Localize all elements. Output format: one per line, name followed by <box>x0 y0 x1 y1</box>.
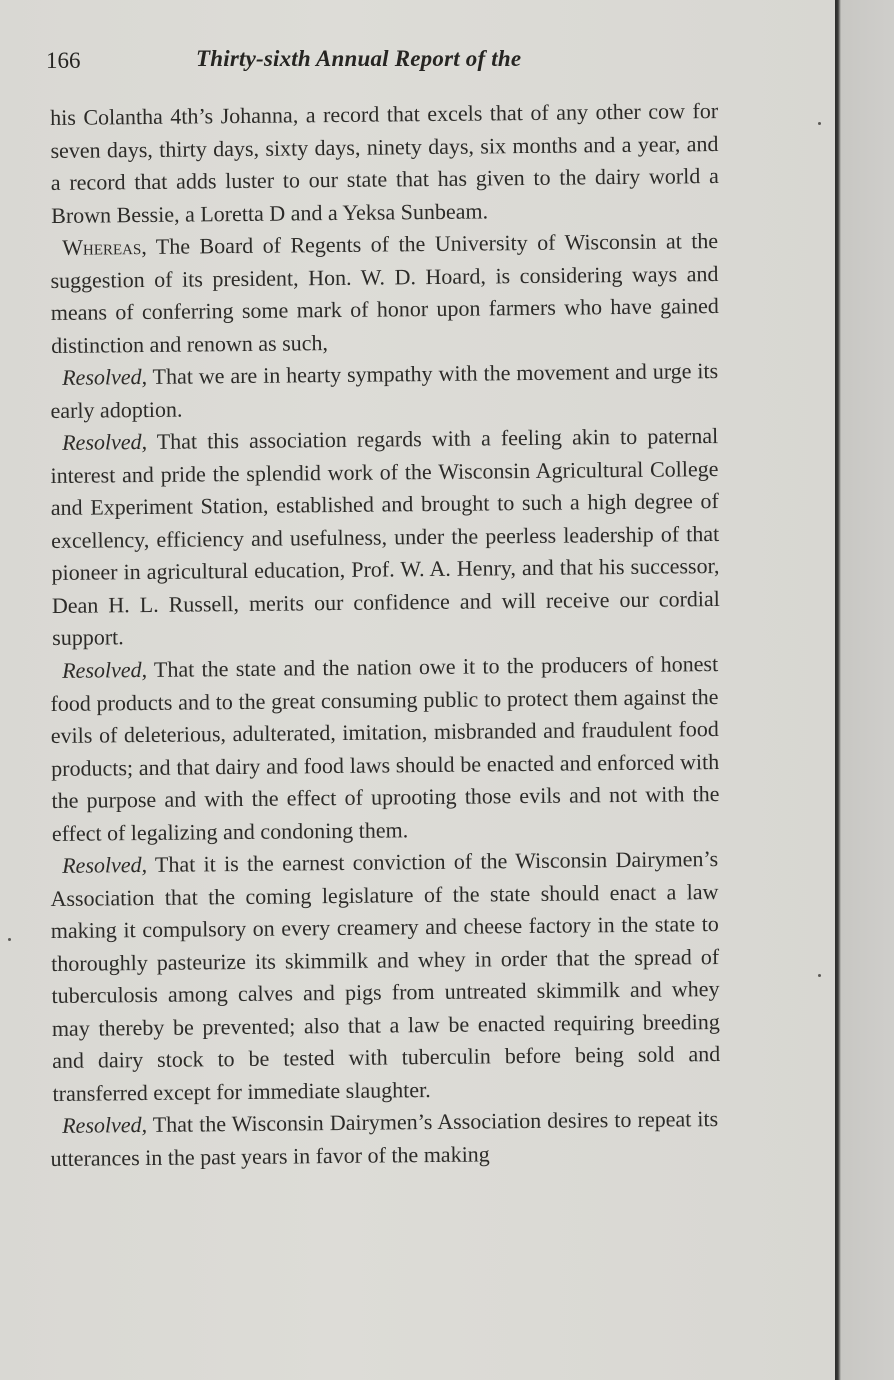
paragraph-text: The Board of Regents of the University of Wisconsin at the suggestion of its president, Hon. W. D. Hoard, is considering ways and means of conferring some mark of honor upon farmers who have gained distinction and renown as such, <box>50 228 719 358</box>
paragraph-lead: Resolved, <box>62 656 148 683</box>
paper-speck <box>818 974 821 977</box>
paper-speck <box>8 938 11 941</box>
book-binding-shadow <box>835 0 894 1380</box>
page-number: 166 <box>46 48 81 73</box>
paragraph <box>50 355 719 427</box>
paragraph-lead: Resolved, <box>62 363 148 390</box>
paragraph-lead: Whereas, <box>62 233 147 260</box>
paragraph-text: That the state and the nation owe it to the producers of honest food products and to the great consuming public to protect them against the evils of deleterious, adulterated, imitation, misbranded and fraudulent food products; and that dairy and food laws should be enacted and enforced with the purpose and with the effect of uprooting those evils and not with the effect of legalizing and condoning them. <box>50 650 720 845</box>
paragraph-text: That the Wisconsin Dairymen’s Association desires to repeat its utterances in the past years in favor of the making <box>50 1105 719 1170</box>
paragraph-text: That this association regards with a feeling akin to paternal interest and pride the splendid work of the Wisconsin Agricultural College and Experiment Station, established and brought to such a high degree of excellency, efficiency and usefulness, under the peerless leadership of that pioneer in agricultural education, Prof. W. A. Henry, and that his successor, Dean H. L. Russell, merits our confidence and will receive our cordial support. <box>50 423 720 650</box>
paper-speck <box>818 122 821 125</box>
paragraph <box>50 648 720 850</box>
paragraph-lead: Resolved, <box>62 851 148 878</box>
paragraph-lead: Resolved, <box>62 428 148 455</box>
running-head: Thirty-sixth Annual Report of the <box>196 46 522 71</box>
paragraph <box>50 1103 719 1175</box>
paragraph-text: his Colantha 4th’s Johanna, a record that excels that of any other cow for seven days, thirty days, sixty days, ninety days, six months and a year, and a record that adds luster to our state that has given to the dairy world a Brown Bessie, a Loretta D and a Yeksa Sunbeam. <box>50 98 719 228</box>
paragraph-text: That we are in hearty sympathy with the movement and urge its early adoption. <box>50 358 719 423</box>
paragraph <box>50 225 719 362</box>
paragraph-lead: Resolved, <box>62 1111 148 1138</box>
paragraph <box>50 95 719 232</box>
paragraph <box>50 420 720 654</box>
page-header <box>46 44 646 80</box>
body-text <box>50 98 721 1175</box>
paragraph <box>50 843 721 1110</box>
paragraph-text: That it is the earnest conviction of the Wisconsin Dairymen’s Association that the coming legislature of the state should enact a law making it compulsory on every creamery and cheese factory in the state to thoroughly pasteurize its skimmilk and whey in order that the spread of tuberculosis among calves and pigs from untreated skimmilk and whey may thereby be prevented; also that a law be enacted requiring breeding and dairy stock to be tested with tuberculin before being sold and transferred except for immediate slaughter. <box>50 845 721 1105</box>
